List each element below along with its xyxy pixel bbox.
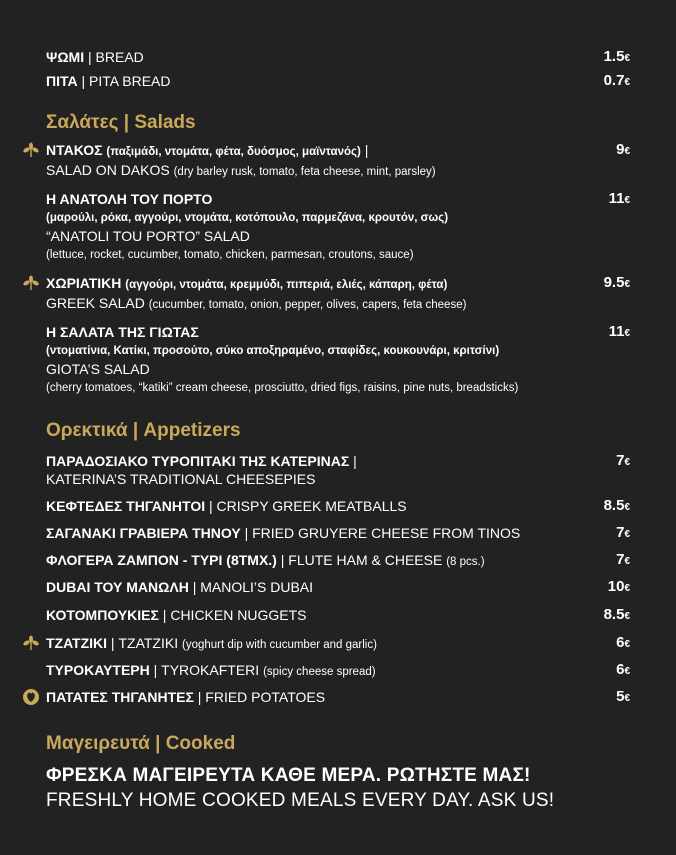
menu-item: ΠΑΡΑΔΟΣΙΑΚΟ ΤΥΡΟΠΙΤΑΚΙ ΤΗΣ ΚΑΤΕΡΙΝΑΣ | KATERINA’S TRADITIONAL CHEESEPIES 7€	[46, 452, 630, 487]
item-name-gr: ΠΙΤΑ	[46, 73, 78, 89]
item-price: 11€	[608, 190, 630, 207]
item-price: 8.5€	[603, 497, 630, 514]
menu-item	[46, 323, 630, 397]
wheat-icon	[22, 635, 40, 651]
menu-item: ΚΕΦΤΕΔΕΣ ΤΗΓΑΝΗΤΟΙ | CRISPY GREEK MEATBALLS 8.5€	[46, 497, 630, 515]
item-desc-gr: (μαρούλι, ρόκα, αγγούρι, ντομάτα, κοτόπουλο, παρμεζάνα, κρουτόν, σως)	[46, 212, 449, 224]
cooked-text-en: FRESHLY HOME COOKED MEALS EVERY DAY. ASK US!	[46, 790, 555, 811]
item-price: 7€	[616, 551, 630, 568]
menu-item: ΤΖΑΤΖΙΚΙ | TZATZIKI (yoghurt dip with cucumber and garlic) 6€	[46, 634, 630, 654]
section-title-cooked: Μαγειρευτά | Cooked	[46, 733, 236, 754]
menu-item	[46, 274, 630, 314]
item-name-gr: DUBAI ΤΟΥ ΜΑΝΩΛΗ	[46, 579, 189, 595]
menu-item: ΠΙΤΑ | PITA BREAD 0.7€	[46, 72, 630, 90]
item-name-en: TZATZIKI	[118, 635, 179, 651]
item-price: 11€	[608, 323, 630, 340]
item-desc-en: (lettuce, rocket, cucumber, tomato, chicken, parmesan, croutons, sauce)	[46, 249, 414, 261]
item-name-en: SALAD ON DAKOS	[46, 162, 170, 178]
menu-item: ΠΑΤΑΤΕΣ ΤΗΓΑΝΗΤΕΣ | FRIED POTATOES 5€	[46, 688, 630, 706]
item-name-gr: ΚΟΤΟΜΠΟΥΚΙΕΣ	[46, 607, 159, 623]
item-name-gr: Η ΑΝΑΤΟΛΗ ΤΟΥ ΠΟΡΤΟ	[46, 191, 213, 207]
item-name-en: PITA BREAD	[89, 73, 171, 89]
section-title-appetizers: Ορεκτικά | Appetizers	[46, 420, 241, 441]
item-desc-en: (dry barley rusk, tomato, feta cheese, mint, parsley)	[173, 166, 436, 178]
wheat-icon	[22, 142, 40, 158]
menu-item: DUBAI ΤΟΥ ΜΑΝΩΛΗ | MANOLI’S DUBAI 10€	[46, 578, 630, 596]
item-name-gr: ΠΑΤΑΤΕΣ ΤΗΓΑΝΗΤΕΣ	[46, 689, 194, 705]
item-name-en: FRIED POTATOES	[205, 689, 326, 705]
item-price: 9€	[616, 141, 630, 158]
menu-item: ΦΛΟΓΕΡΑ ΖΑΜΠΟΝ - ΤΥΡΙ (8ΤΜΧ.) | FLUTE HAM & CHEESE (8 pcs.) 7€	[46, 551, 630, 571]
item-desc-en: (cherry tomatoes, “katiki” cream cheese, prosciutto, dried figs, raisins, pine nuts, breadsticks)	[46, 382, 519, 394]
menu-item: ΤΥΡΟΚΑΥΤΕΡΗ | TYROKAFTERI (spicy cheese spread) 6€	[46, 661, 630, 681]
item-price: 7€	[616, 524, 630, 541]
item-name-gr: ΤΥΡΟΚΑΥΤΕΡΗ	[46, 662, 150, 678]
item-price: 9.5€	[603, 274, 630, 291]
item-desc-en: (8 pcs.)	[446, 556, 485, 568]
item-price: 8.5€	[603, 606, 630, 623]
item-desc-gr: (παξιμάδι, ντομάτα, φέτα, δυόσμος, μαϊντανός)	[106, 146, 361, 158]
menu-item: ΝΤΑΚΟΣ (παξιμάδι, ντομάτα, φέτα, δυόσμος, μαϊντανός) | SALAD ON DAKOS (dry barley rusk, tomato, feta cheese, mint, parsley) 9€	[46, 141, 630, 181]
item-name-en: GIOTA’S SALAD	[46, 361, 150, 377]
item-name-en: CRISPY GREEK MEATBALLS	[216, 498, 407, 514]
item-name-en: MANOLI’S DUBAI	[200, 579, 314, 595]
menu-item: ΚΟΤΟΜΠΟΥΚΙΕΣ | CHICKEN NUGGETS 8.5€	[46, 606, 630, 624]
wheat-icon	[22, 275, 40, 291]
section-title-salads: Σαλάτες | Salads	[46, 112, 196, 133]
item-name-en: BREAD	[95, 49, 144, 65]
cooked-text-gr: ΦΡΕΣΚΑ ΜΑΓΕΙΡΕΥΤΑ ΚΑΘΕ ΜΕΡΑ. ΡΩΤΗΣΤΕ ΜΑΣ!	[46, 765, 531, 786]
item-price: 7€	[616, 452, 630, 469]
item-desc-gr: (ντοματίνια, Κατίκι, προσούτο, σύκο αποξηραμένο, σταφίδες, κουκουνάρι, κριτσίνι)	[46, 345, 500, 357]
item-desc-en: (cucumber, tomato, onion, pepper, olives, capers, feta cheese)	[148, 299, 467, 311]
item-name-en: TYROKAFTERI	[161, 662, 260, 678]
item-name-gr: ΤΖΑΤΖΙΚΙ	[46, 635, 108, 651]
item-name-gr: ΧΩΡΙΑΤΙΚΗ	[46, 275, 122, 291]
item-name-gr: ΠΑΡΑΔΟΣΙΑΚΟ ΤΥΡΟΠΙΤΑΚΙ ΤΗΣ ΚΑΤΕΡΙΝΑΣ	[46, 453, 350, 469]
item-name-gr: ΝΤΑΚΟΣ	[46, 142, 103, 158]
menu-item: ΨΩΜΙ | BREAD 1.5€	[46, 48, 630, 66]
item-price: 10€	[607, 578, 630, 595]
item-name-gr: ΨΩΜΙ	[46, 49, 85, 65]
menu-item	[46, 190, 630, 264]
item-name-en: GREEK SALAD	[46, 295, 145, 311]
item-name-en: FRIED GRUYERE CHEESE FROM TINOS	[252, 525, 521, 541]
vegan-badge-icon	[22, 688, 40, 706]
item-price: 1.5€	[603, 48, 630, 65]
item-desc-en: (spicy cheese spread)	[263, 666, 376, 678]
menu-item: ΣΑΓΑΝΑΚΙ ΓΡΑΒΙΕΡΑ ΤΗΝΟΥ | FRIED GRUYERE CHEESE FROM TINOS 7€	[46, 524, 630, 542]
item-desc-gr: (αγγούρι, ντομάτα, κρεμμύδι, πιπεριά, ελιές, κάπαρη, φέτα)	[125, 279, 448, 291]
item-name-gr: Η ΣΑΛΑΤΑ ΤΗΣ ΓΙΩΤΑΣ	[46, 324, 199, 340]
item-name-en: “ANATOLI TOU PORTO” SALAD	[46, 228, 250, 244]
item-name-gr: ΣΑΓΑΝΑΚΙ ΓΡΑΒΙΕΡΑ ΤΗΝΟΥ	[46, 525, 241, 541]
item-name-en: FLUTE HAM & CHEESE	[288, 552, 443, 568]
item-name-en: KATERINA’S TRADITIONAL CHEESEPIES	[46, 471, 316, 487]
item-name-gr: ΦΛΟΓΕΡΑ ΖΑΜΠΟΝ - ΤΥΡΙ (8ΤΜΧ.)	[46, 552, 277, 568]
item-price: 6€	[616, 661, 630, 678]
item-name-gr: ΚΕΦΤΕΔΕΣ ΤΗΓΑΝΗΤΟΙ	[46, 498, 206, 514]
item-price: 0.7€	[603, 72, 630, 89]
item-price: 5€	[616, 688, 630, 705]
item-price: 6€	[616, 634, 630, 651]
item-name-en: CHICKEN NUGGETS	[170, 607, 307, 623]
item-desc-en: (yoghurt dip with cucumber and garlic)	[181, 639, 377, 651]
